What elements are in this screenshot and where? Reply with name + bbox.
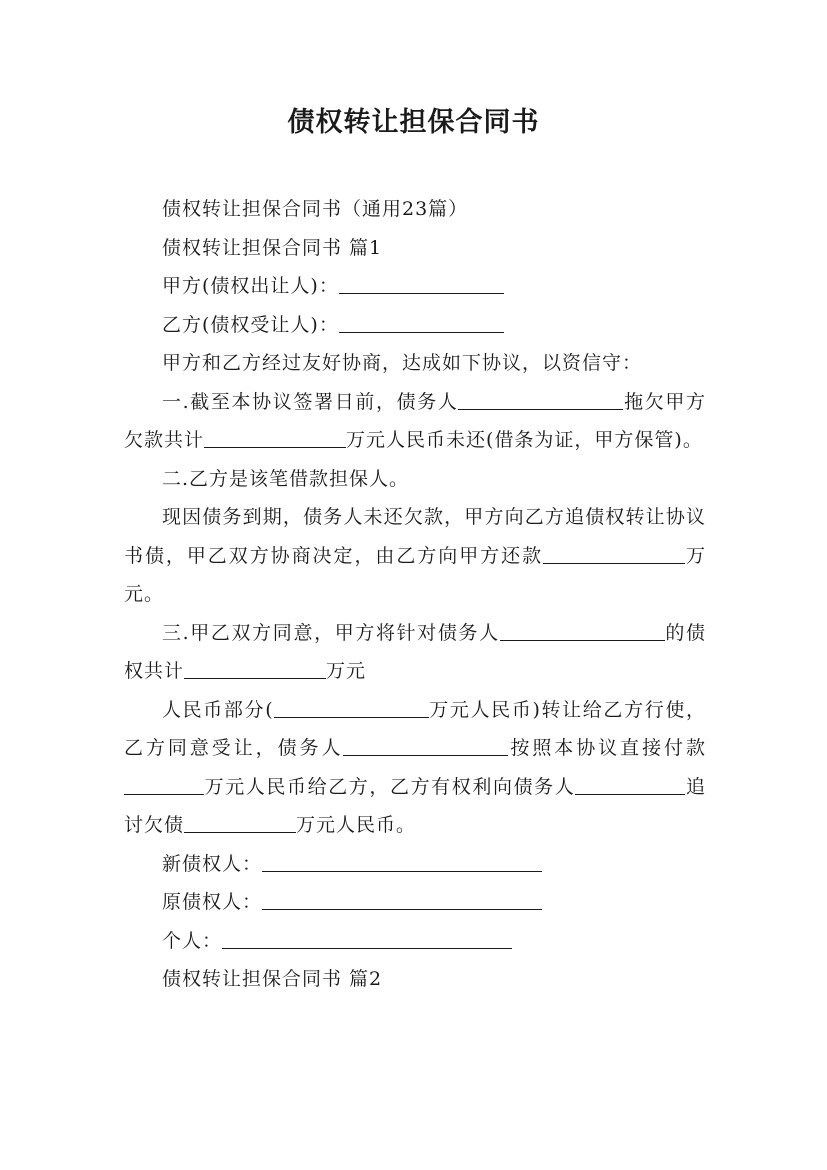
party-a-label: 甲方(债权出让人)： [162,275,339,297]
clause-3b-text-b: 万元人民币)转让给乙方行使，乙方同意受让，债务人 [124,698,706,759]
new-creditor-label: 新债权人： [162,852,263,875]
clause-1-text-c: 万元人民币未还(借条为证，甲方保管)。 [346,429,703,451]
debtor-blank [458,390,623,410]
clause-2b-text-a: 现因债务到期，债务人未还欠款，甲方向乙方追债权转让协议书债，甲乙双方协商决定，由乙方向甲方还款 [124,506,706,567]
clause-3b-text-d: 万元人民币给乙方，乙方有权利向债务人 [204,775,576,798]
new-creditor-line [124,845,706,884]
section-heading-2: 债权转让担保合同书 篇2 [162,968,383,990]
individual-label: 个人： [162,929,223,952]
party-b-label: 乙方(债权受让人)： [162,313,339,336]
clause-1-text-b: 拖欠甲方欠款共计 [124,390,706,451]
party-a-line [124,267,706,306]
repayment-blank [543,544,685,564]
transfer-amount-blank [274,698,429,718]
section-heading-1: 债权转让担保合同书 篇1 [162,236,383,259]
document-title: 债权转让担保合同书 [287,107,540,138]
original-creditor-line [124,883,706,922]
debtor-blank-3 [343,736,508,756]
individual-line [124,922,706,961]
debtor-blank-2 [500,621,665,641]
party-a-blank [339,274,504,294]
clause-3b [124,691,706,845]
clause-2: 二.乙方是该笔借款担保人。 [162,467,410,490]
clause-2b-text-b: 万元。 [124,544,706,605]
intro-paragraph: 甲方和乙方经过友好协商，达成如下协议，以资信守： [162,352,643,374]
claim-amount-blank [184,659,326,679]
document-body [124,190,706,999]
clause-3-text-b: 的债权共计 [124,621,706,682]
clause-3b-text-e: 追讨欠债 [124,775,706,836]
clause-3-text-a: 三.甲乙双方同意，甲方将针对债务人 [162,621,500,644]
amount-blank [204,428,346,448]
debtor-blank-4 [575,775,685,795]
new-creditor-blank [262,852,542,872]
original-creditor-blank [262,890,542,910]
individual-blank [222,929,512,949]
clause-3b-text-f: 万元人民币。 [296,814,417,836]
payment-blank [124,775,204,795]
clause-1 [124,383,706,460]
clause-3-text-c: 万元 [326,660,367,682]
original-creditor-label: 原债权人： [162,891,263,913]
document-subtitle: 债权转让担保合同书（通用23篇） [162,198,469,220]
clause-1-text-a: 一.截至本协议签署日前，债务人 [162,390,459,413]
clause-2b [124,498,706,614]
debt-amount-blank [184,813,296,833]
party-b-blank [339,313,504,333]
clause-3 [124,614,706,691]
clause-3b-text-c: 按照本协议直接付款 [508,737,706,759]
clause-3b-text-a: 人民币部分( [162,698,274,721]
party-b-line [124,306,706,345]
